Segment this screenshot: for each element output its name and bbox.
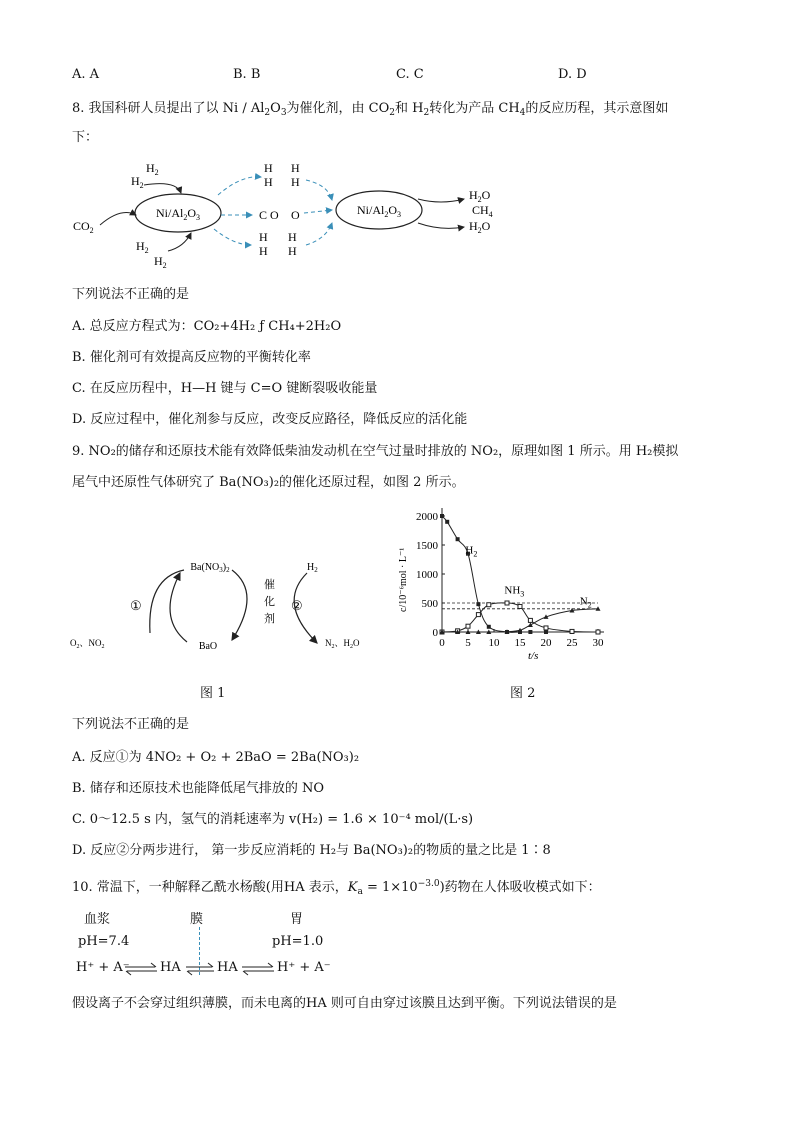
svg-text:CH4: $CH_4$ [472,203,493,219]
y-tick-label: 2000 [416,511,438,523]
q9-fig1-cycle [62,548,382,658]
svg-text:H: H [264,161,273,175]
x-tick-label: 25 [566,637,578,649]
co2-label: $CO_2$ [73,219,94,235]
q10-stem: 10. 常温下，一种解释乙酰水杨酸(用HA 表示，$K_a = 1\times 10^{-3.0}$)药物在人体吸收模式如下： [72,879,601,897]
svg-text:H: H [288,244,297,258]
ph-right: pH=1.0 [272,934,324,949]
q9-question: 下列说法不正确的是 [72,717,190,732]
series-label-n2: $N_2$ [579,595,592,610]
eq-left: H⁺ + A⁻ [76,960,130,975]
x-tick-label: 15 [514,637,526,649]
svg-text:H2: $H_2$ [136,239,149,255]
prev-option-a: A. A [72,67,100,82]
svg-text:Ba(NO3)2: $Ba(NO_3)_2$ [190,562,230,574]
svg-text:H: H [259,230,268,244]
ha-right: HA [217,960,238,975]
series-line-h2 [442,516,598,632]
svg-text:O: O [291,208,300,222]
q8-option-d: D. 反应过程中，催化剂参与反应，改变反应路径，降低反应的活化能 [72,412,468,427]
y-tick-label: 500 [421,598,438,610]
q8-option-a: A. 总反应方程式为：CO₂+4H₂ ƒ CH₄+2H₂O [72,319,342,334]
svg-text:C O: C O [259,208,279,222]
point-nh3 [476,613,480,617]
svg-text:H2O: $H_2O$ [469,188,491,204]
fig1-caption: 图 1 [200,686,226,701]
q9-fig2-chart [390,500,620,675]
svg-text:H2O: $H_2O$ [469,219,491,235]
point-h2 [476,602,480,606]
equilibrium-arrow-3 [240,962,276,976]
fig2-caption: 图 2 [510,686,536,701]
point-h2 [445,520,449,524]
point-h2 [456,537,460,541]
y-tick-label: 1500 [416,540,438,552]
q10-last-line: 假设离子不会穿过组织薄膜，而未电离的HA 则可自由穿过该膜且达到平衡。下列说法错误的是 [72,996,617,1011]
q8-reaction-diagram [66,155,506,275]
svg-text:H: H [291,161,300,175]
svg-text:①: ① [130,598,142,613]
prev-option-c: C. C [396,67,424,82]
q9-option-b: B. 储存和还原技术也能降低尾气排放的 NO [72,781,324,796]
x-axis-label: t/s [528,650,539,662]
catalyst1-label: $Ni/Al_2O_3$ [155,206,201,222]
q8-stem-line2: 下： [72,130,99,145]
point-h2 [440,514,444,518]
q8-question: 下列说法不正确的是 [72,287,190,302]
series-label-nh3: $NH_3$ [504,584,525,599]
svg-text:H: H [288,230,297,244]
series-label-h2: $H_2$ [465,544,478,559]
svg-text:H2: $H_2$ [146,161,159,177]
point-h2 [544,630,548,634]
point-h2 [528,630,532,634]
x-tick-label: 5 [465,637,471,649]
equilibrium-arrow-2 [184,962,216,976]
catalyst2-label: $Ni/Al_2O_3$ [356,203,402,219]
x-tick-label: 10 [488,637,500,649]
ph-left: pH=7.4 [78,934,130,949]
point-nh3 [570,629,574,633]
point-nh3 [518,604,522,608]
prev-option-d: D. D [558,67,587,82]
q9-option-d: D. 反应②分两步进行， 第一步反应消耗的 H₂与 Ba(NO₃)₂的物质的量之比是 1∶8 [72,843,551,858]
point-nh3 [505,601,509,605]
x-tick-label: 20 [540,637,552,649]
y-tick-label: 1000 [416,569,438,581]
q9-stem-line2: 尾气中还原性气体研究了 Ba(NO₃)₂的催化还原过程，如图 2 所示。 [72,475,465,490]
point-nh3 [466,624,470,628]
svg-text:BaO: BaO [198,641,218,652]
label-membrane: 膜 [190,912,204,927]
y-tick-label: 0 [432,627,438,639]
q8-option-b: B. 催化剂可有效提高反应物的平衡转化率 [72,350,311,365]
x-tick-label: 0 [439,637,445,649]
point-n2 [528,623,533,628]
svg-text:②: ② [291,598,303,613]
point-nh3 [487,603,491,607]
label-plasma: 血浆 [84,912,111,927]
svg-text:催: 催 [264,579,275,591]
svg-text:剂: 剂 [264,613,275,625]
x-tick-label: 30 [592,637,604,649]
prev-option-b: B. B [233,67,261,82]
svg-text:H2: $H_2$ [154,254,167,270]
svg-text:N2、H2O: $N_2$、$H_2O$ [325,638,360,650]
q8-stem-line1: 8. 我国科研人员提出了以 Ni / $Al_2O_3$为催化剂，由 $CO_2$和 $H_2$转化为产品 $CH_4$的反应历程，其示意图如 [72,101,669,118]
equilibrium-arrow-1 [123,962,159,976]
q9-stem-line1: 9. NO₂的储存和还原技术能有效降低柴油发动机在空气过量时排放的 NO₂，原理如图 1 所示。用 H₂模拟 [72,444,679,459]
point-nh3 [596,630,600,634]
svg-text:H: H [291,175,300,189]
ha-left: HA [160,960,181,975]
svg-text:H2: $H_2$ [131,174,144,190]
svg-text:H: H [264,175,273,189]
eq-right: H⁺ + A⁻ [277,960,331,975]
point-nh3 [544,626,548,630]
q9-option-a: A. 反应①为 4NO₂ + O₂ + 2BaO = 2Ba(NO₃)₂ [72,750,360,765]
svg-text:O2、NO2: $O_2$、$NO_2$ [70,638,105,650]
point-nh3 [528,618,532,622]
point-h2 [487,625,491,629]
q8-option-c: C. 在反应历程中，H—H 键与 C=O 键断裂吸收能量 [72,381,378,396]
svg-text:H2: $H_2$ [307,562,318,574]
svg-text:化: 化 [264,596,275,608]
q9-option-c: C. 0～12.5 s 内，氢气的消耗速率为 v(H₂) = 1.6 × 10⁻⁴ mol/(L·s) [72,812,474,827]
y-axis-label: c/10⁻⁶mol · L⁻¹ [398,547,409,612]
svg-text:H: H [259,244,268,258]
label-stomach: 胃 [290,912,304,927]
